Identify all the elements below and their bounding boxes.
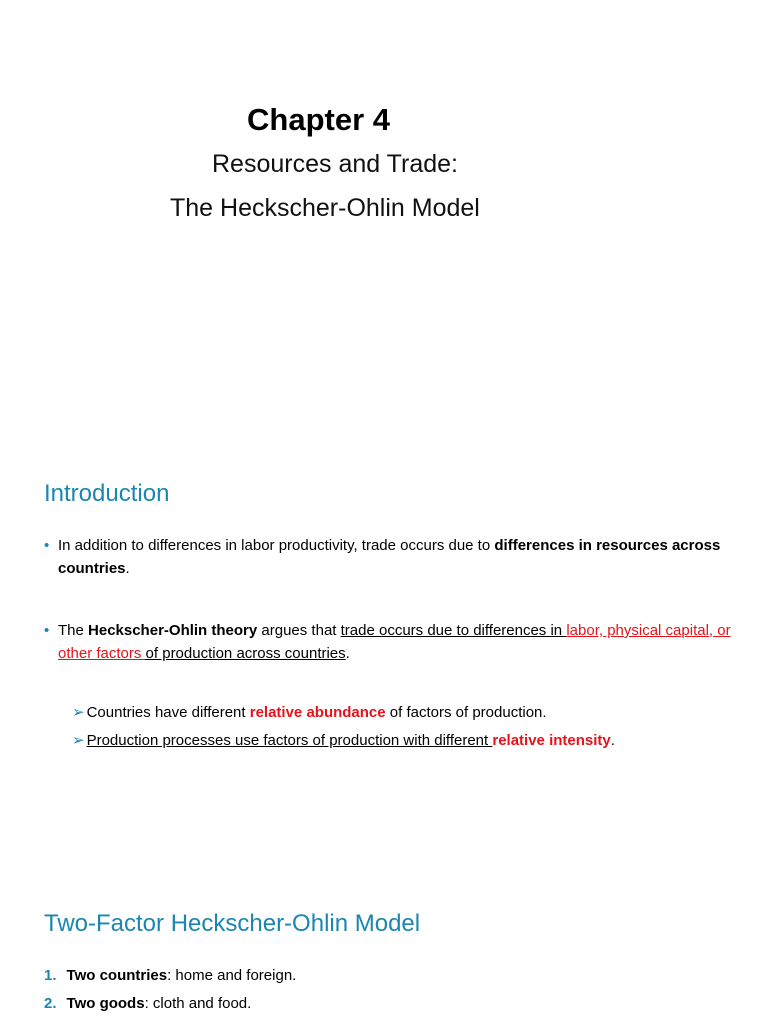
- chapter-title: Chapter 4: [247, 102, 390, 137]
- bullet1-bold-phrase: differences in resources across countries: [58, 537, 721, 577]
- subtitle-line-1: Resources and Trade:: [212, 150, 458, 178]
- item-number: 1.: [44, 967, 57, 984]
- bullet2-underline-start: trade occurs due to differences in: [340, 622, 567, 639]
- sub-bullet-relative-abundance: [72, 703, 547, 723]
- two-factor-model-slide: [0, 870, 768, 1024]
- bullet2-text-mid: argues that: [257, 622, 341, 639]
- bullet2-text-start: The: [58, 622, 89, 639]
- sub2-text-end: .: [610, 732, 615, 749]
- numbered-item-goods: [44, 994, 251, 1014]
- bullet1-text-start: In addition to differences in labor productivity, trade occurs due to: [58, 537, 495, 554]
- subtitle-line-2: The Heckscher-Ohlin Model: [170, 194, 480, 222]
- bullet2-underline-end: of production across countries: [145, 645, 346, 662]
- bullet-text: [44, 534, 734, 580]
- arrow-bullet-icon: ➢: [72, 732, 85, 749]
- item-bold-term: Two countries: [66, 967, 168, 984]
- sub1-text-end: of factors of production.: [385, 704, 547, 721]
- sub1-red-term: relative abundance: [249, 704, 386, 721]
- bullet2-red-factors: labor, physical capital, or other factors: [58, 622, 731, 662]
- two-factor-heading: Two-Factor Heckscher-Ohlin Model: [44, 910, 421, 937]
- bullet-text: [44, 619, 734, 665]
- sub-bullet-relative-intensity: [72, 731, 615, 751]
- sub2-underlined-text: Production processes use factors of production with different: [86, 732, 493, 749]
- bullet-dot-icon: •: [44, 622, 50, 639]
- bullet2-bold-theory: Heckscher-Ohlin theory: [88, 622, 258, 639]
- introduction-heading: Introduction: [44, 480, 170, 507]
- bullet1-text-end: .: [125, 560, 130, 577]
- item-description: : home and foreign.: [167, 967, 297, 984]
- item-bold-term: Two goods: [66, 995, 145, 1012]
- arrow-bullet-icon: ➢: [72, 704, 85, 721]
- sub2-red-term: relative intensity: [492, 732, 611, 749]
- introduction-slide: [0, 440, 768, 870]
- bullet-dot-icon: •: [44, 537, 50, 554]
- bullet2-text-end: .: [345, 645, 350, 662]
- bullet-resources-differences: [44, 534, 734, 580]
- item-description: : cloth and food.: [144, 995, 252, 1012]
- title-slide: [0, 0, 768, 440]
- item-number: 2.: [44, 995, 57, 1012]
- bullet-heckscher-ohlin-theory: [44, 619, 734, 665]
- sub1-text-start: Countries have different: [86, 704, 250, 721]
- numbered-item-countries: [44, 966, 296, 986]
